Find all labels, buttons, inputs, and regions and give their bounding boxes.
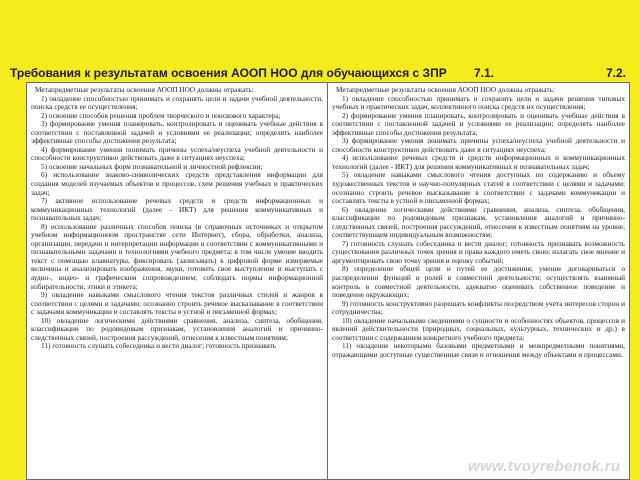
variant-7-2-column <box>328 83 629 479</box>
variant-7-1-column <box>27 83 328 479</box>
list-item: 9) овладение навыками смыслового чтения текстов различных стилей и жанров в соответствии с целями и задачами; осознанно строить речевое высказывание в соответствии с задачами коммуникации и составлять тексты в устной и письменной формах; <box>31 290 323 317</box>
list-item: 10) овладение начальными сведениями о сущности и особенностях объектов, процессов и явлений действительности (природных, социальных, культурных, технических и др.) в соответствии с содержанием конкретного учебного предмета; <box>332 315 625 342</box>
list-item: 2) формирование умения планировать, контролировать и оценивать учебные действия в соответствии с поставленной задачей и условиями ее реализации; определять наиболее эффективные способы достижения результата; <box>332 110 625 137</box>
comparison-table <box>26 82 630 480</box>
list-item: 4) использование речевых средств и средств информационных и коммуникационных технологий (далее - ИКТ) для решения коммуникативных и познавательных задач; <box>332 153 625 171</box>
list-item: 10) овладение логическими действиями сравнения, анализа, синтеза, обобщения, классификации по родовидовым признакам, установления аналогий и причинно-следственных связей, построения рассуждений, отнесения к известным понятиям; <box>31 315 323 342</box>
column-heading: Метапредметные результаты освоения АООП НОО должны отражать: <box>336 85 555 94</box>
list-item: 2) освоение способов решения проблем творческого и поискового характера; <box>41 110 281 120</box>
list-item: 5) освоение начальных форм познавательной и личностной рефлексии; <box>41 161 263 171</box>
slide-header <box>0 62 640 84</box>
list-item: 1) овладение способностью принимать и сохранять цели и задачи решения типовых учебных и практических задач, коллективного поиска средств их осуществления; <box>332 93 625 112</box>
variant-number-right: 7.2. <box>606 66 627 80</box>
list-item: 4) формирование умения понимать причины успеха/неуспеха учебной деятельности и способности конструктивно действовать даже в ситуациях неуспеха; <box>31 144 323 163</box>
list-item: 5) овладение навыками смыслового чтения доступных по содержанию и объему художественных текстов и научно-популярных статей в соответствии с целями и задачами; осознанно строить речевое высказывание в соответствии с задачами коммуникации и составлять тексты в устной и письменной формах; <box>332 170 625 206</box>
list-item: 11) овладение некоторыми базовыми предметными и межпредметными понятиями, отражающими доступные существенные связи и отношения между объектами и процессами. <box>332 341 625 359</box>
list-item: 1) овладение способностью принимать и сохранять цели и задачи учебной деятельности, поиска средств ее осуществления; <box>31 93 323 112</box>
column-heading: Метапредметные результаты освоения АООП НОО должны отражать: <box>35 85 254 94</box>
list-item: 3) формирование умения планировать, контролировать и оценивать учебные действия в соответствии с поставленной задачей и условиями ее реализации; определять наиболее эффективные способы достижения результата; <box>31 119 323 146</box>
list-item: 9) готовность конструктивно разрешать конфликты посредством учета интересов сторон и сотрудничества; <box>332 298 625 317</box>
site-watermark: www.tvoyrebenok.ru <box>468 458 621 475</box>
list-item: 8) использование различных способов поиска (в справочных источниках и открытом учебном информационном пространстве сети Интернет), сбора, обработки, анализа, организации, передачи и интерпретации информации в соответствии с коммуникативными и познавательными задачами и технологиями учебного предмета; в том числе умение вводить текст с помощью клавиатуры, фиксировать (записывать) в цифровой форме измеряемые величины и анализировать изображения, звуки, готовить свое выступление и выступать с аудио-, видео- и графическим сопровождением; соблюдать нормы информационной избирательности, этики и этикета; <box>31 221 323 291</box>
slide-title: Требования к результатам освоения АООП НОО для обучающихся с ЗПР <box>10 66 447 80</box>
list-item: 11) готовность слушать собеседника и вести диалог; готовность признавать <box>41 341 277 351</box>
variant-number-left: 7.1. <box>474 66 495 80</box>
list-item: 6) использование знаково-символических средств представления информации для создания моделей изучаемых объектов и процессов, схем решения учебных и практических задач; <box>31 170 323 197</box>
list-item: 3) формирование умения понимать причины успеха/неуспеха учебной деятельности и способности конструктивно действовать даже в ситуациях неуспеха; <box>332 136 625 154</box>
list-item: 7) готовность слушать собеседника и вести диалог; готовность признавать возможность существования различных точек зрения и права каждого иметь свою; излагать свое мнение и аргументировать свою точку зрения и оценку событий; <box>332 238 625 265</box>
list-item: 6) овладение логическими действиями сравнения, анализа, синтеза, обобщения, классификации по родовидовым признакам, установления аналогий и причинно-следственных связей, построения рассуждений, отнесения к известным понятиям на уровне, соответствующем индивидуальным возможностям; <box>332 204 625 240</box>
list-item: 7) активное использование речевых средств и средств информационных и коммуникационных технологий (далее - ИКТ) для решения коммуникативных и познавательных задач; <box>31 196 323 223</box>
list-item: 8) определение общей цели и путей ее достижения; умение договариваться о распределении функций и ролей в совместной деятельности; осуществлять взаимный контроль в совместной деятельности, адекватно оценивать собственное поведение и поведение окружающих; <box>332 264 625 300</box>
